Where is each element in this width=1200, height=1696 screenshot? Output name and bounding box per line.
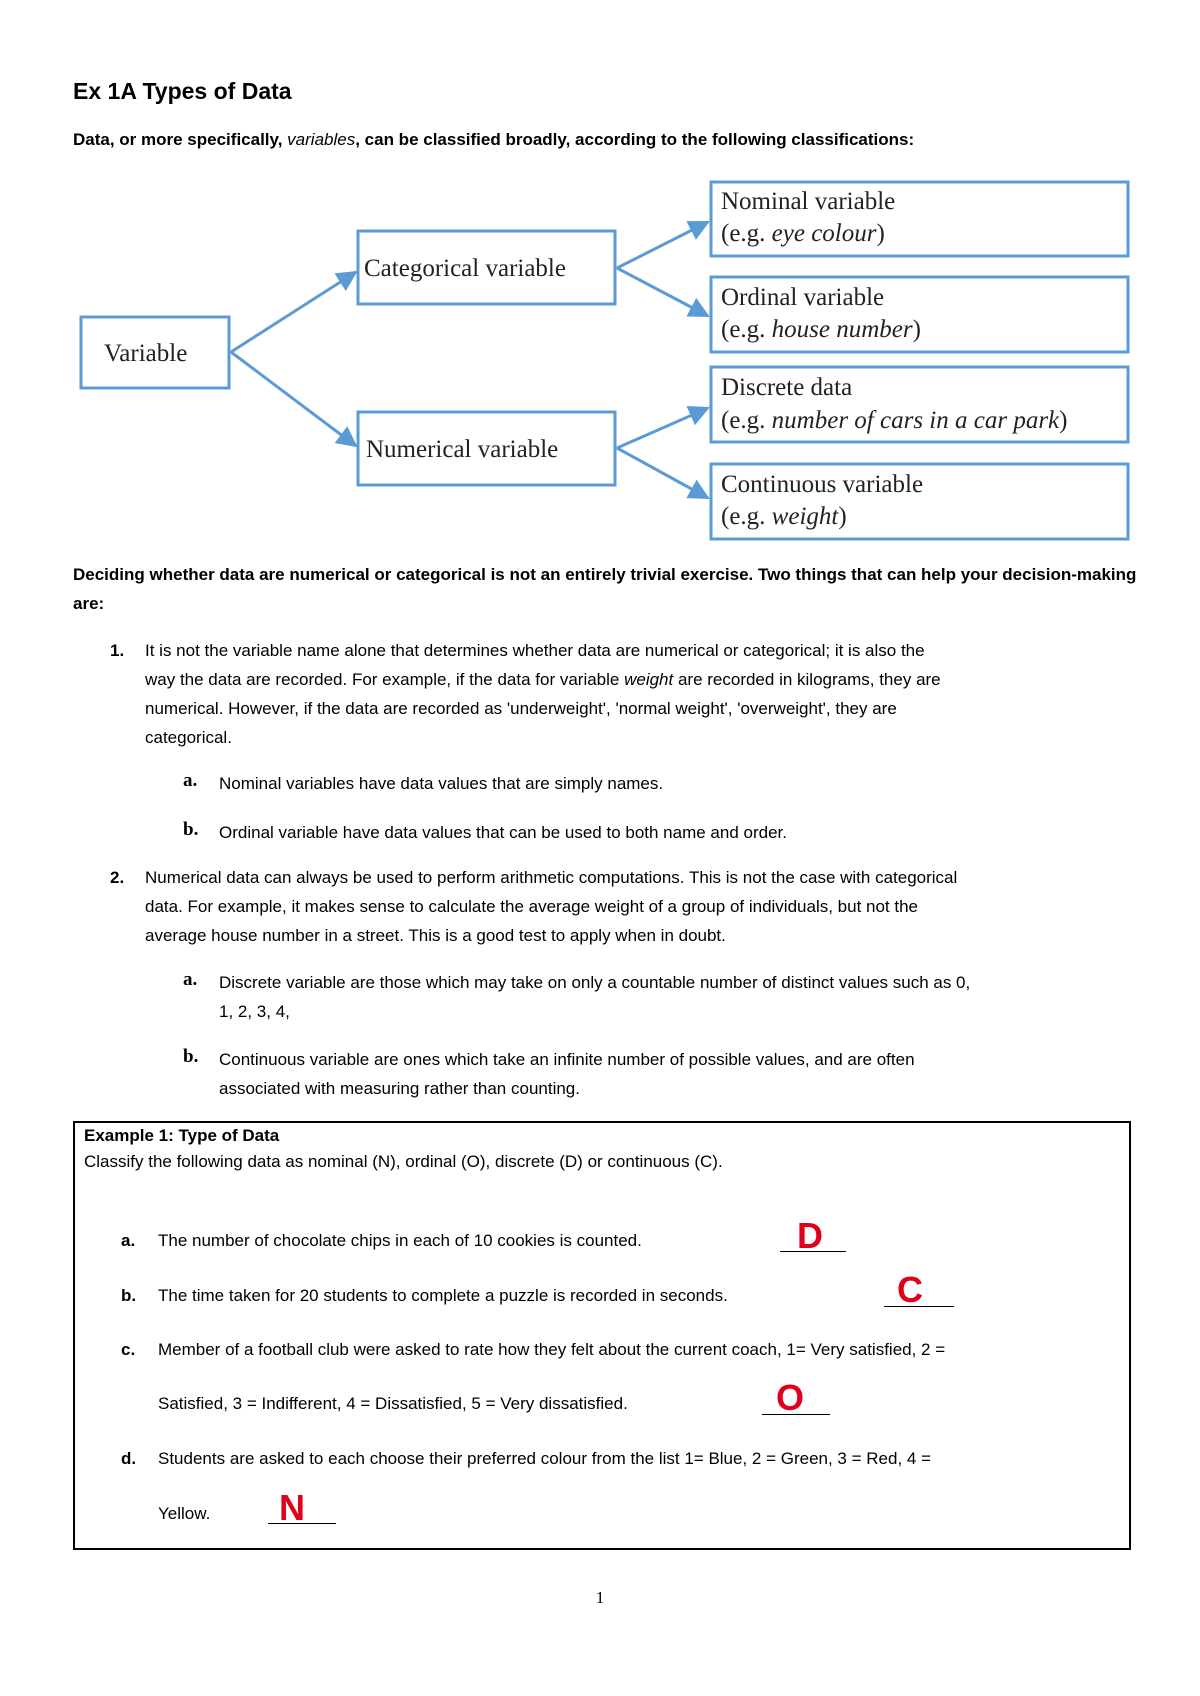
example-c-line2: Satisfied, 3 = Indifferent, 4 = Dissatisfied, 5 = Very dissatisfied.: [158, 1394, 628, 1413]
arrow-categorical-nominal: [617, 222, 708, 268]
point1-b-text: Ordinal variable have data values that can be used to both name and order.: [219, 823, 787, 842]
example-c-line1: Member of a football club were asked to rate how they felt about the current coach, 1= Very satisfied, 2 =: [158, 1340, 946, 1359]
example-instruction: Classify the following data as nominal (N), ordinal (O), discrete (D) or continuous (C).: [84, 1152, 723, 1171]
point1-a-text: Nominal variables have data values that are simply names.: [219, 774, 664, 793]
ordinal-example: (e.g. house number): [721, 316, 921, 343]
intro-before: Data, or more specifically,: [73, 130, 288, 149]
example-d-letter: d.: [121, 1449, 137, 1468]
ordinal-title: Ordinal variable: [721, 284, 885, 311]
arrow-variable-categorical: [231, 272, 356, 352]
continuous-example: (e.g. weight): [721, 503, 847, 530]
nominal-example: (e.g. eye colour): [721, 220, 885, 247]
example-a-letter: a.: [121, 1231, 136, 1250]
example-b-letter: b.: [121, 1286, 137, 1305]
point1-line2: way the data are recorded. For example, if the data for variable weight are recorded in kilograms, they are: [145, 670, 941, 689]
example-d-line1: Students are asked to each choose their preferred colour from the list 1= Blue, 2 = Green, 3 = Red, 4 =: [158, 1449, 932, 1468]
nominal-title: Nominal variable: [721, 188, 896, 215]
point2-line3: average house number in a street. This is a good test to apply when in doubt.: [145, 926, 726, 945]
point2-number: 2.: [110, 868, 125, 887]
arrow-numerical-discrete: [617, 408, 708, 448]
example-b-text: The time taken for 20 students to complete a puzzle is recorded in seconds.: [158, 1286, 728, 1305]
point2-a-line1: Discrete variable are those which may take on only a countable number of distinct values such as 0,: [219, 973, 971, 992]
point2-a-letter: a.: [183, 969, 198, 990]
variable-label: Variable: [104, 340, 188, 367]
page-title: Ex 1A Types of Data: [73, 78, 292, 104]
intro-italic: variables: [287, 130, 356, 149]
numerical-label: Numerical variable: [366, 436, 559, 463]
point2-line2: data. For example, it makes sense to calculate the average weight of a group of individuals, but not the: [145, 897, 919, 916]
arrow-variable-numerical: [231, 352, 356, 446]
point1-line4: categorical.: [145, 728, 232, 747]
example-a-answer: D: [797, 1215, 823, 1256]
example-title: Example 1: Type of Data: [84, 1126, 280, 1145]
point1-a-letter: a.: [183, 770, 198, 791]
point1-line3: numerical. However, if the data are recorded as 'underweight', 'normal weight', 'overweight', they are: [145, 699, 897, 718]
point2-b-line2: associated with measuring rather than counting.: [219, 1079, 580, 1098]
page-number: 1: [595, 1588, 605, 1607]
example-c-letter: c.: [121, 1340, 136, 1359]
classification-diagram: [0, 0, 1200, 560]
point1-number: 1.: [110, 641, 125, 660]
discrete-title: Discrete data: [721, 374, 853, 401]
point1-line1: It is not the variable name alone that determines whether data are numerical or categorical; it is also the: [145, 641, 925, 660]
example-d-line2: Yellow.: [158, 1504, 211, 1523]
categorical-label: Categorical variable: [364, 255, 566, 282]
arrow-categorical-ordinal: [617, 268, 708, 316]
example-d-answer: N: [279, 1487, 305, 1528]
point2-b-line1: Continuous variable are ones which take an infinite number of possible values, and are often: [219, 1050, 915, 1069]
example-c-answer: O: [776, 1377, 805, 1418]
example-a-text: The number of chocolate chips in each of 10 cookies is counted.: [158, 1231, 642, 1250]
point2-line1: Numerical data can always be used to perform arithmetic computations. This is not the case with categorical: [145, 868, 958, 887]
discrete-example: (e.g. number of cars in a car park): [721, 407, 1068, 434]
continuous-title: Continuous variable: [721, 471, 924, 498]
point1-b-letter: b.: [183, 819, 199, 840]
example-box: [73, 1121, 1131, 1550]
point2-a-line2: 1, 2, 3, 4,: [219, 1002, 290, 1021]
deciding-paragraph: Deciding whether data are numerical or categorical is not an entirely trivial exercise. Two things that can help your decision-making are:: [73, 565, 1137, 613]
arrow-numerical-continuous: [617, 448, 708, 498]
example-b-answer: C: [897, 1269, 923, 1310]
point2-b-letter: b.: [183, 1046, 199, 1067]
intro-after: , can be classified broadly, according to the following classifications:: [355, 130, 915, 149]
